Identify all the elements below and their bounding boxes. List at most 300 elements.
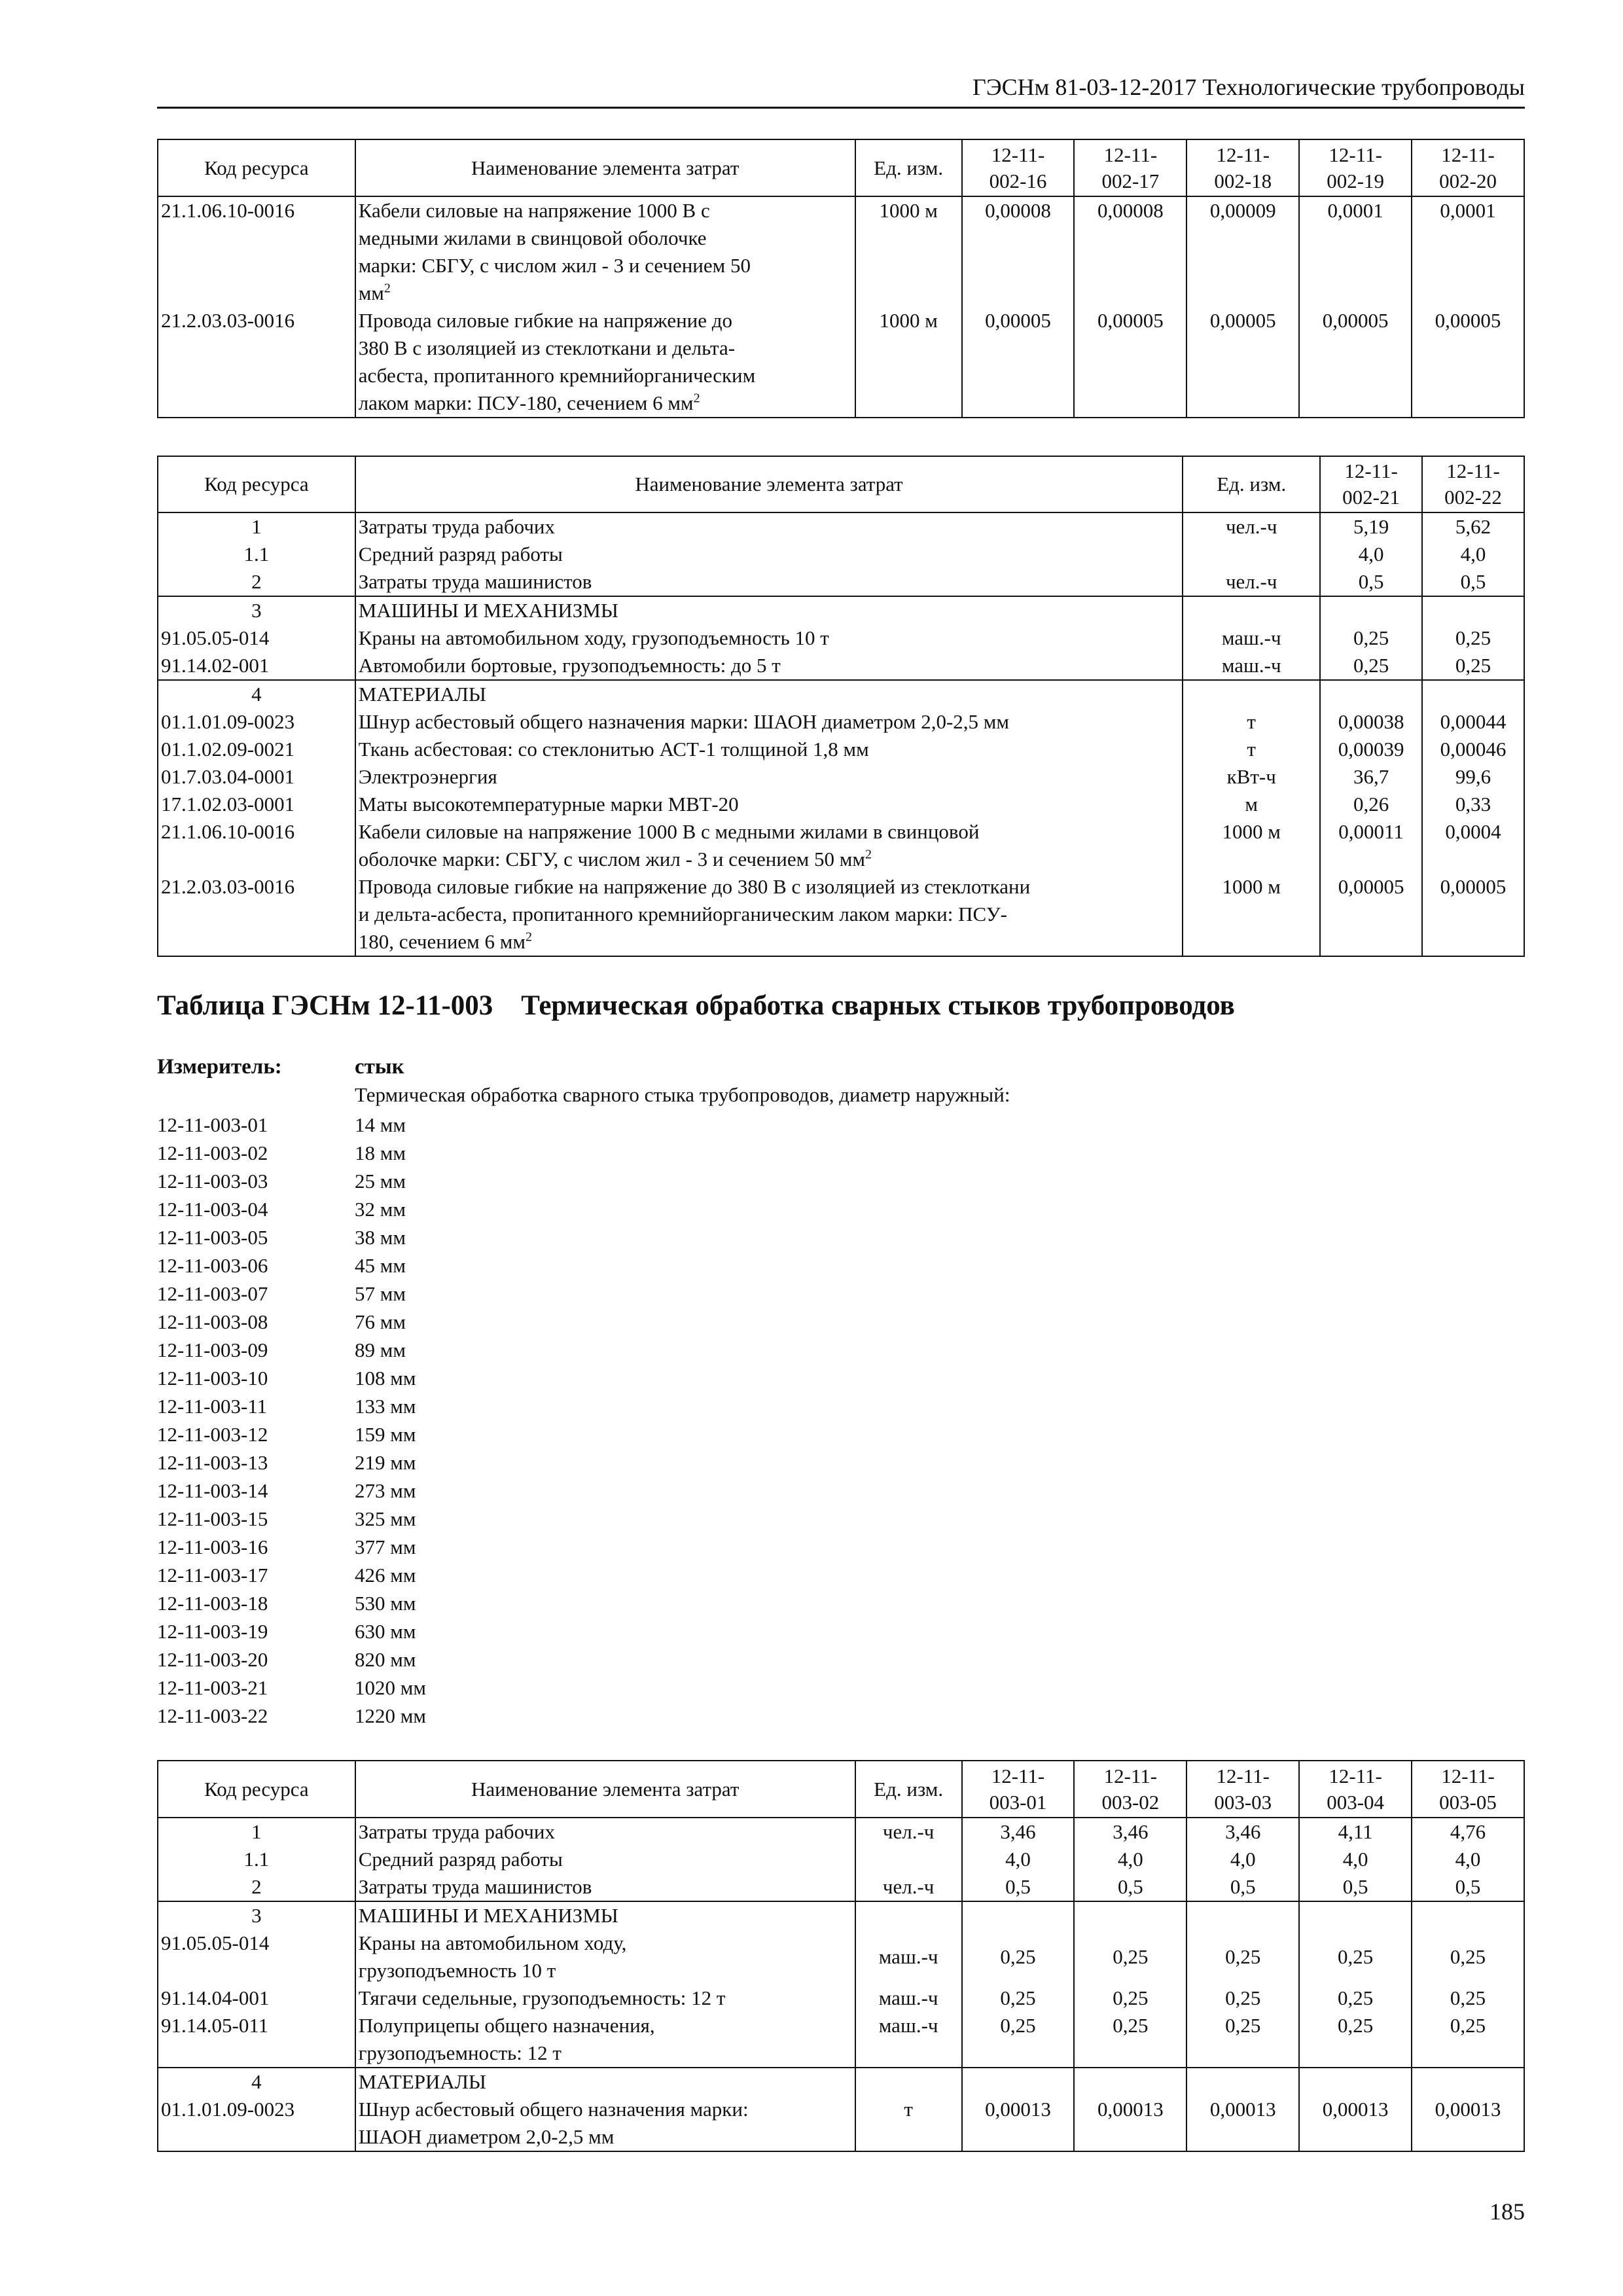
table-row — [158, 568, 1524, 596]
norm-code-item — [157, 1280, 426, 1308]
norm-value — [1299, 1901, 1412, 1929]
norm-value: 0,5 — [1412, 1873, 1524, 1901]
superscript: 2 — [383, 281, 391, 296]
norm-value: 5,62 — [1422, 512, 1524, 541]
table-row — [158, 873, 1524, 956]
resource-name-line: ШАОН диаметром 2,0-2,5 мм — [358, 2125, 615, 2148]
norm-code: 12-11-003-08 — [157, 1310, 268, 1333]
norm-code: 12-11-003-04 — [157, 1198, 268, 1221]
norm-code-item — [157, 1167, 426, 1195]
norm-code-item — [157, 1336, 426, 1364]
norm-value: 0,00008 — [962, 196, 1075, 307]
table-row — [158, 1929, 1524, 1984]
resource-name-line: Краны на автомобильном ходу, грузоподъемность 10 т — [358, 626, 829, 649]
resource-code: 1 — [158, 512, 355, 541]
resource-code: 4 — [158, 2068, 355, 2096]
resource-unit: т — [1183, 708, 1320, 736]
resource-code: 1.1 — [158, 1846, 355, 1873]
resource-name-line: Провода силовые гибкие на напряжение до 380 В с изоляцией из стеклоткани — [358, 875, 1031, 898]
norm-code-item — [157, 1477, 426, 1505]
norm-code: 12-11-003-01 — [157, 1113, 268, 1136]
col-header-code: Код ресурса — [158, 456, 355, 512]
norm-value: 0,25 — [1299, 1984, 1412, 2012]
norm-value: 0,5 — [962, 1873, 1075, 1901]
resource-code: 4 — [158, 680, 355, 708]
resource-name — [355, 1846, 855, 1873]
col-header-unit: Ед. изм. — [855, 1761, 962, 1818]
resource-name-line: 380 В с изоляцией из стеклоткани и дельта- — [358, 336, 736, 359]
resource-unit: чел.-ч — [1183, 568, 1320, 596]
norm-value — [962, 2068, 1075, 2096]
norm-value — [1422, 680, 1524, 708]
norm-value: 0,5 — [1074, 1873, 1186, 1901]
resource-unit: чел.-ч — [855, 1873, 962, 1901]
table-body — [158, 512, 1524, 956]
norm-diameter: 530 мм — [355, 1592, 416, 1615]
resource-name — [355, 1901, 855, 1929]
norm-code: 12-11-003-05 — [157, 1226, 268, 1249]
norm-diameter: 325 мм — [355, 1507, 416, 1530]
norm-value: 0,25 — [1412, 2012, 1524, 2068]
norm-value: 0,00005 — [1299, 307, 1412, 418]
norm-value: 0,00005 — [962, 307, 1075, 418]
norm-code-item — [157, 1139, 426, 1167]
norm-code-item — [157, 1674, 426, 1702]
norm-value: 4,0 — [1320, 541, 1422, 568]
norm-code-item — [157, 1251, 426, 1280]
norm-code-item — [157, 1702, 426, 1730]
norm-code-item — [157, 1645, 426, 1674]
table-title-text: Термическая обработка сварных стыков трубопроводов — [521, 990, 1235, 1021]
norm-value: 4,76 — [1412, 1818, 1524, 1846]
norm-value: 0,25 — [962, 1929, 1075, 1984]
norm-value: 0,00013 — [962, 2096, 1075, 2151]
col-header-norm: 12-11- 002-18 — [1186, 139, 1299, 196]
resource-name-line: мм — [358, 281, 384, 304]
col-header-norm: 12-11- 003-04 — [1299, 1761, 1412, 1818]
resource-name-line: Затраты труда машинистов — [358, 1875, 592, 1898]
table-row — [158, 1873, 1524, 1901]
norm-code: 12-11-003-09 — [157, 1338, 268, 1361]
resource-unit — [1183, 541, 1320, 568]
col-header-name: Наименование элемента затрат — [355, 1761, 855, 1818]
resource-unit: маш.-ч — [1183, 652, 1320, 680]
norm-value: 4,0 — [1412, 1846, 1524, 1873]
page-number: 185 — [1489, 2198, 1525, 2225]
norm-code: 12-11-003-10 — [157, 1367, 268, 1390]
norm-code-item — [157, 1589, 426, 1617]
norm-code: 12-11-003-12 — [157, 1423, 268, 1446]
norm-value — [1412, 1901, 1524, 1929]
col-header-norm: 12-11- 002-22 — [1422, 456, 1524, 512]
col-header-code: Код ресурса — [158, 1761, 355, 1818]
norm-value: 4,0 — [1074, 1846, 1186, 1873]
table-row — [158, 736, 1524, 763]
norm-value: 0,00005 — [1412, 307, 1524, 418]
resource-name-line: Провода силовые гибкие на напряжение до — [358, 309, 733, 332]
norm-code: 12-11-003-13 — [157, 1451, 268, 1474]
norm-diameter: 820 мм — [355, 1648, 416, 1671]
resource-name-line: Электроэнергия — [358, 765, 497, 788]
resource-name-line: Автомобили бортовые, грузоподъемность: до 5 т — [358, 654, 781, 677]
table-row — [158, 763, 1524, 791]
norm-value — [1320, 680, 1422, 708]
norm-diameter: 133 мм — [355, 1395, 416, 1418]
norm-value: 0,25 — [1299, 2012, 1412, 2068]
norm-value: 0,00038 — [1320, 708, 1422, 736]
resource-name-line: Шнур асбестовый общего назначения марки: — [358, 2098, 749, 2121]
norm-code: 12-11-003-06 — [157, 1254, 268, 1277]
resource-unit: м — [1183, 791, 1320, 818]
resource-name-line: грузоподъемность: 12 т — [358, 2041, 562, 2064]
norm-value: 0,25 — [1299, 1929, 1412, 1984]
superscript: 2 — [526, 929, 533, 944]
resource-unit: 1000 м — [1183, 818, 1320, 873]
resource-name — [355, 708, 1183, 736]
norm-value — [1299, 2068, 1412, 2096]
col-header-norm: 12-11- 003-01 — [962, 1761, 1075, 1818]
norm-code: 12-11-003-21 — [157, 1676, 268, 1699]
norm-value — [962, 1901, 1075, 1929]
norm-value: 0,25 — [1422, 624, 1524, 652]
resource-code: 3 — [158, 596, 355, 624]
resource-name-line: Маты высокотемпературные марки МВТ-20 — [358, 793, 739, 816]
col-header-norm: 12-11- 002-20 — [1412, 139, 1524, 196]
resource-code: 91.14.04-001 — [158, 1984, 355, 2012]
resource-name-line: Шнур асбестовый общего назначения марки: ШАОН диаметром 2,0-2,5 мм — [358, 710, 1010, 733]
table-row — [158, 652, 1524, 680]
norm-diameter: 18 мм — [355, 1141, 406, 1164]
table-row — [158, 791, 1524, 818]
norm-value — [1186, 1901, 1299, 1929]
norm-value: 0,00013 — [1299, 2096, 1412, 2151]
norm-value: 0,25 — [1412, 1929, 1524, 1984]
resource-name — [355, 541, 1183, 568]
running-header: ГЭСНм 81-03-12-2017 Технологические трубопроводы — [972, 74, 1525, 100]
norm-value: 0,00013 — [1412, 2096, 1524, 2151]
norm-value: 0,25 — [1320, 652, 1422, 680]
norm-diameter: 273 мм — [355, 1479, 416, 1502]
resource-name — [355, 1929, 855, 1984]
resource-name-line: марки: СБГУ, с числом жил - 3 и сечением 50 — [358, 254, 751, 277]
resource-name — [355, 873, 1183, 956]
norm-value: 0,33 — [1422, 791, 1524, 818]
col-header-unit: Ед. изм. — [855, 139, 962, 196]
norm-value: 0,25 — [1186, 1929, 1299, 1984]
norm-value: 0,5 — [1186, 1873, 1299, 1901]
resource-code: 01.1.02.09-0021 — [158, 736, 355, 763]
norm-value: 0,25 — [1074, 2012, 1186, 2068]
resource-name-line: Полуприцепы общего назначения, — [358, 2014, 655, 2037]
norm-value: 0,25 — [1422, 652, 1524, 680]
resource-name-line: грузоподъемность 10 т — [358, 1959, 556, 1982]
norm-diameter: 426 мм — [355, 1564, 416, 1587]
norm-value — [1320, 596, 1422, 624]
resource-name-line: Средний разряд работы — [358, 543, 563, 565]
resource-code: 91.05.05-014 — [158, 624, 355, 652]
norm-value: 3,46 — [1186, 1818, 1299, 1846]
resource-name-line: асбеста, пропитанного кремнийорганическим — [358, 364, 756, 387]
norm-value: 3,46 — [962, 1818, 1075, 1846]
norm-value: 4,0 — [962, 1846, 1075, 1873]
resource-name — [355, 2096, 855, 2151]
norm-value: 0,25 — [1074, 1929, 1186, 1984]
table-row — [158, 541, 1524, 568]
header-rule — [157, 107, 1525, 109]
resource-table-002-16-20 — [157, 139, 1525, 418]
resource-unit: чел.-ч — [855, 1818, 962, 1846]
table-row — [158, 307, 1524, 418]
meter-label: Измеритель: — [157, 1055, 282, 1079]
norm-code-item — [157, 1111, 426, 1139]
resource-code: 91.05.05-014 — [158, 1929, 355, 1984]
norm-code: 12-11-003-07 — [157, 1282, 268, 1305]
resource-unit: маш.-ч — [855, 1984, 962, 2012]
resource-unit: т — [855, 2096, 962, 2151]
resource-unit: маш.-ч — [1183, 624, 1320, 652]
norm-diameter: 32 мм — [355, 1198, 406, 1221]
resource-name — [355, 196, 855, 307]
norm-code: 12-11-003-11 — [157, 1395, 268, 1418]
norm-code: 12-11-003-16 — [157, 1535, 268, 1558]
resource-table-002-21-22 — [157, 456, 1525, 957]
resource-name-line: Краны на автомобильном ходу, — [358, 1931, 627, 1954]
norm-value — [1074, 1901, 1186, 1929]
resource-name — [355, 1984, 855, 2012]
norm-value: 0,5 — [1422, 568, 1524, 596]
resource-name-line: МАТЕРИАЛЫ — [358, 2070, 486, 2093]
table-title — [157, 990, 1235, 1022]
norm-diameter: 25 мм — [355, 1170, 406, 1193]
resource-unit: чел.-ч — [1183, 512, 1320, 541]
norm-diameter: 38 мм — [355, 1226, 406, 1249]
norm-diameter: 377 мм — [355, 1535, 416, 1558]
table-row — [158, 2096, 1524, 2151]
resource-name-line: Тягачи седельные, грузоподъемность: 12 т — [358, 1986, 726, 2009]
norm-code: 12-11-003-18 — [157, 1592, 268, 1615]
col-header-name: Наименование элемента затрат — [355, 139, 855, 196]
norm-value: 4,0 — [1422, 541, 1524, 568]
col-header-name: Наименование элемента затрат — [355, 456, 1183, 512]
col-header-norm: 12-11- 002-16 — [962, 139, 1075, 196]
resource-name-line: Кабели силовые на напряжение 1000 В с медными жилами в свинцовой — [358, 820, 980, 843]
norm-value — [1186, 2068, 1299, 2096]
norm-code-list — [157, 1111, 426, 1730]
norm-diameter: 14 мм — [355, 1113, 406, 1136]
norm-value: 0,5 — [1299, 1873, 1412, 1901]
table-row — [158, 2012, 1524, 2068]
norm-value: 3,46 — [1074, 1818, 1186, 1846]
resource-unit — [1183, 680, 1320, 708]
resource-name — [355, 596, 1183, 624]
resource-name — [355, 2068, 855, 2096]
norm-value: 0,00046 — [1422, 736, 1524, 763]
norm-value: 4,0 — [1299, 1846, 1412, 1873]
norm-value: 0,00013 — [1074, 2096, 1186, 2151]
norm-value — [1074, 2068, 1186, 2096]
norm-value: 0,00011 — [1320, 818, 1422, 873]
norm-value: 0,00005 — [1320, 873, 1422, 956]
norm-value: 0,25 — [1320, 624, 1422, 652]
norm-diameter: 630 мм — [355, 1620, 416, 1643]
resource-name-line: лаком марки: ПСУ-180, сечением 6 мм — [358, 391, 694, 414]
resource-name-line: МАШИНЫ И МЕХАНИЗМЫ — [358, 599, 618, 622]
norm-value: 0,25 — [1074, 1984, 1186, 2012]
resource-name — [355, 1818, 855, 1846]
resource-code: 21.1.06.10-0016 — [158, 818, 355, 873]
resource-code: 01.1.01.09-0023 — [158, 2096, 355, 2151]
resource-name — [355, 652, 1183, 680]
norm-value: 0,00039 — [1320, 736, 1422, 763]
norm-diameter: 45 мм — [355, 1254, 406, 1277]
resource-name — [355, 680, 1183, 708]
norm-code-item — [157, 1223, 426, 1251]
col-header-norm: 12-11- 002-19 — [1299, 139, 1412, 196]
resource-unit: 1000 м — [855, 307, 962, 418]
resource-name-line: Затраты труда рабочих — [358, 1820, 555, 1843]
resource-code: 3 — [158, 1901, 355, 1929]
norm-value: 0,00009 — [1186, 196, 1299, 307]
resource-unit — [855, 1846, 962, 1873]
resource-name — [355, 1873, 855, 1901]
norm-value: 0,25 — [962, 2012, 1075, 2068]
col-header-norm: 12-11- 003-03 — [1186, 1761, 1299, 1818]
table-row — [158, 1846, 1524, 1873]
meter-unit: стык — [355, 1055, 404, 1079]
resource-unit: маш.-ч — [855, 1929, 962, 1984]
norm-value: 0,26 — [1320, 791, 1422, 818]
norm-code: 12-11-003-20 — [157, 1648, 268, 1671]
superscript: 2 — [865, 847, 872, 862]
resource-code: 21.2.03.03-0016 — [158, 873, 355, 956]
table-row — [158, 1818, 1524, 1846]
norm-code-item — [157, 1533, 426, 1561]
norm-code: 12-11-003-15 — [157, 1507, 268, 1530]
resource-name — [355, 307, 855, 418]
resource-unit: 1000 м — [1183, 873, 1320, 956]
norm-value: 0,5 — [1320, 568, 1422, 596]
resource-unit: кВт-ч — [1183, 763, 1320, 791]
norm-value — [1412, 2068, 1524, 2096]
resource-code: 01.1.01.09-0023 — [158, 708, 355, 736]
norm-code-item — [157, 1617, 426, 1645]
resource-code: 91.14.02-001 — [158, 652, 355, 680]
resource-name-line: 180, сечением 6 мм — [358, 930, 526, 953]
resource-code: 01.7.03.04-0001 — [158, 763, 355, 791]
resource-name — [355, 818, 1183, 873]
norm-value: 0,0001 — [1412, 196, 1524, 307]
norm-diameter: 1220 мм — [355, 1704, 426, 1727]
resource-name — [355, 512, 1183, 541]
table-row — [158, 596, 1524, 624]
resource-code: 1 — [158, 1818, 355, 1846]
resource-name-line: Кабели силовые на напряжение 1000 В с — [358, 199, 710, 222]
resource-code: 2 — [158, 1873, 355, 1901]
norm-diameter: 89 мм — [355, 1338, 406, 1361]
norm-value: 0,00005 — [1422, 873, 1524, 956]
norm-code: 12-11-003-14 — [157, 1479, 268, 1502]
table-row — [158, 1984, 1524, 2012]
resource-code: 1.1 — [158, 541, 355, 568]
norm-diameter: 1020 мм — [355, 1676, 426, 1699]
resource-name-line: Средний разряд работы — [358, 1848, 563, 1871]
norm-value — [1422, 596, 1524, 624]
col-header-unit: Ед. изм. — [1183, 456, 1320, 512]
resource-name-line: Затраты труда рабочих — [358, 515, 556, 538]
norm-value: 0,25 — [962, 1984, 1075, 2012]
norm-code: 12-11-003-19 — [157, 1620, 268, 1643]
col-header-norm: 12-11- 002-17 — [1074, 139, 1186, 196]
resource-name-line: и дельта-асбеста, пропитанного кремнийорганическим лаком марки: ПСУ- — [358, 903, 1007, 925]
col-header-norm: 12-11- 003-05 — [1412, 1761, 1524, 1818]
norm-value: 4,0 — [1186, 1846, 1299, 1873]
resource-unit — [1183, 596, 1320, 624]
resource-name — [355, 763, 1183, 791]
resource-name — [355, 624, 1183, 652]
col-header-norm: 12-11- 003-02 — [1074, 1761, 1186, 1818]
norm-value: 0,00008 — [1074, 196, 1186, 307]
norm-code: 12-11-003-02 — [157, 1141, 268, 1164]
resource-table-003-01-05 — [157, 1760, 1525, 2152]
norm-code-item — [157, 1448, 426, 1477]
resource-unit — [855, 2068, 962, 2096]
table-row — [158, 2068, 1524, 2096]
resource-unit: маш.-ч — [855, 2012, 962, 2068]
resource-code: 2 — [158, 568, 355, 596]
table-row — [158, 818, 1524, 873]
norm-diameter: 108 мм — [355, 1367, 416, 1390]
resource-unit: 1000 м — [855, 196, 962, 307]
norm-code-item — [157, 1195, 426, 1223]
resource-name — [355, 791, 1183, 818]
norm-code: 12-11-003-22 — [157, 1704, 268, 1727]
norm-value: 99,6 — [1422, 763, 1524, 791]
resource-unit — [855, 1901, 962, 1929]
norm-code: 12-11-003-03 — [157, 1170, 268, 1193]
col-header-code: Код ресурса — [158, 139, 355, 196]
norm-diameter: 57 мм — [355, 1282, 406, 1305]
superscript: 2 — [693, 391, 700, 406]
resource-name-line: Ткань асбестовая: со стеклонитью АСТ-1 толщиной 1,8 мм — [358, 738, 869, 761]
resource-code: 91.14.05-011 — [158, 2012, 355, 2068]
norm-value: 0,00044 — [1422, 708, 1524, 736]
table-body — [158, 196, 1524, 418]
resource-name-line: оболочке марки: СБГУ, с числом жил - 3 и сечением 50 мм — [358, 848, 866, 870]
norm-code-item — [157, 1420, 426, 1448]
norm-value: 36,7 — [1320, 763, 1422, 791]
norm-value: 4,11 — [1299, 1818, 1412, 1846]
norm-value: 0,25 — [1186, 1984, 1299, 2012]
resource-name-line: Затраты труда машинистов — [358, 570, 592, 593]
norm-diameter: 219 мм — [355, 1451, 416, 1474]
norm-value: 0,00005 — [1074, 307, 1186, 418]
table-row — [158, 708, 1524, 736]
table-body — [158, 1818, 1524, 2151]
resource-code: 21.1.06.10-0016 — [158, 196, 355, 307]
norm-diameter: 76 мм — [355, 1310, 406, 1333]
resource-unit: т — [1183, 736, 1320, 763]
norm-code-item — [157, 1392, 426, 1420]
norm-value: 0,00013 — [1186, 2096, 1299, 2151]
col-header-norm: 12-11- 002-21 — [1320, 456, 1422, 512]
norm-value: 0,0004 — [1422, 818, 1524, 873]
resource-name-line: МАШИНЫ И МЕХАНИЗМЫ — [358, 1904, 618, 1927]
norm-code-item — [157, 1505, 426, 1533]
norm-value: 0,0001 — [1299, 196, 1412, 307]
meter-description: Термическая обработка сварного стыка трубопроводов, диаметр наружный: — [355, 1083, 1010, 1106]
table-row — [158, 680, 1524, 708]
resource-name — [355, 2012, 855, 2068]
